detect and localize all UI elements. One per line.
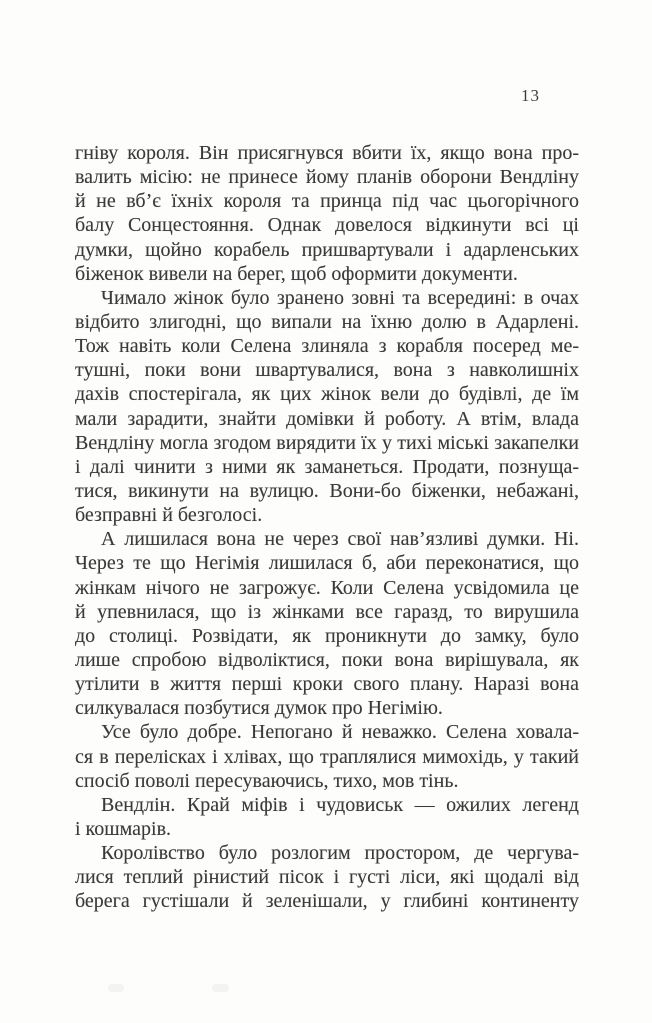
text-line: утілити в життя перші кроки свого плану. Наразі вона — [75, 673, 579, 696]
text-line: гніву короля. Він присягнувся вбити їх, якщо вона про- — [75, 142, 579, 164]
text-line: валить місію: не принесе йому планів оборони Вендліну — [75, 166, 579, 189]
text-line: дахів спостерігала, як цих жінок вели до будівлі, де їм — [75, 383, 579, 406]
text-line: думки, щойно корабель пришвартували і адарленських — [75, 238, 579, 261]
text-line: й упевнилася, що із жінками все гаразд, то вирушила — [75, 600, 579, 623]
text-line: відбито злигодні, що випали на їхню долю в Адарлені. — [75, 310, 579, 333]
text-line: й не вб’є їхніх короля та принца під час цьогорічного — [75, 190, 579, 213]
text-line: Через те що Негімія лишилася б, аби переконатися, що — [75, 552, 579, 575]
text-line: лише спробою відволіктися, поки вона вирішувала, як — [75, 648, 579, 671]
text-line: Чимало жінок було зранено зовні та всередині: в очах — [101, 286, 579, 309]
text-line: балу Сонцестояння. Однак довелося відкинути всі ці — [75, 214, 579, 237]
page-text — [75, 141, 579, 914]
text-line: берега густішали й зеленішали, у глибині континенту — [75, 890, 579, 913]
text-line: спосіб поволі пересуваючись, тихо, мов тінь. — [75, 769, 459, 792]
text-line: Усе було добре. Непогано й неважко. Селена ховала- — [101, 721, 579, 744]
text-line: мали зарадити, знайти домівки й роботу. А втім, влада — [75, 407, 579, 430]
text-line: тися, викинути на вулицю. Вони-бо біженки, небажані, — [75, 479, 579, 502]
text-line: Тож навіть коли Селена злиняла з корабля посеред ме- — [75, 335, 579, 358]
text-line: А лишилася вона не через свої нав’язливі думки. Ні. — [101, 528, 579, 551]
text-line: безправні й безголосі. — [75, 504, 263, 527]
scan-artifact — [108, 984, 124, 992]
text-line: до столиці. Розвідати, як проникнути до замку, було — [75, 624, 579, 647]
text-line: біженок вивели на берег, щоб оформити документи. — [75, 262, 518, 285]
text-line: тушні, поки вони швартувалися, вона з навколишніх — [75, 359, 579, 382]
text-line: Вендліну могла згодом вирядити їх у тихі міські закапелки — [75, 431, 579, 454]
text-line: лися теплий рінистий пісок і густі ліси, які щодалі від — [75, 866, 579, 889]
text-line: жінкам нічого не загрожує. Коли Селена усвідомила це — [75, 576, 579, 599]
text-line: і далі чинити з ними як заманеться. Продати, познуща- — [75, 455, 579, 478]
text-line: силкувалася позбутися думок про Негімію. — [75, 697, 443, 720]
scan-artifact — [212, 984, 229, 992]
text-line: і кошмарів. — [75, 817, 172, 840]
text-line: Вендлін. Край міфів і чудовиськ — ожилих легенд — [101, 793, 579, 816]
text-line: Королівство було розлогим простором, де чергува- — [101, 842, 579, 865]
text-line: ся в перелісках і хлівах, що траплялися мимохідь, у такий — [75, 745, 579, 768]
page-number: 13 — [521, 86, 540, 105]
